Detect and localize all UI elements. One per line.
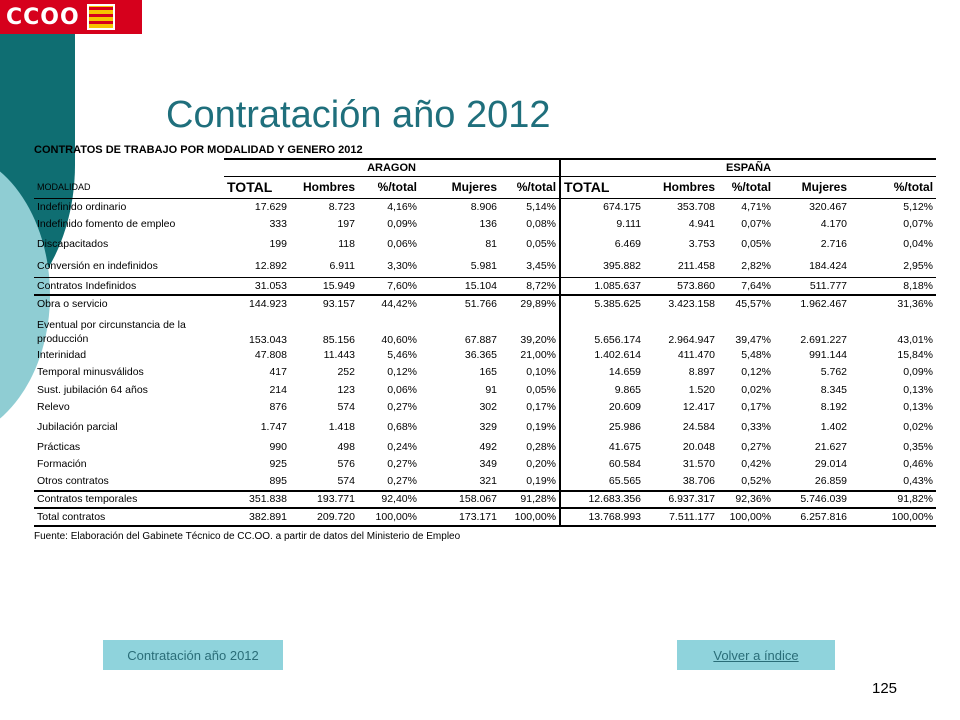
- table-cell: 0,27%: [387, 401, 417, 414]
- table-cell: 47.808: [254, 348, 287, 361]
- table-cell: 14.659: [560, 364, 644, 382]
- column-header: %/total: [358, 176, 420, 198]
- table-cell: 8,72%: [500, 277, 560, 295]
- row-label: Eventual por circunstancia de la producción: [37, 319, 186, 345]
- table-cell: 0,17%: [741, 401, 772, 414]
- table-body: [34, 198, 936, 526]
- table-cell: 895: [269, 475, 287, 488]
- table-cell: 100,00%: [358, 508, 420, 526]
- table-cell: 51.766: [420, 295, 500, 313]
- row-label: Contratos Indefinidos: [34, 277, 224, 295]
- table-cell: 38.706: [682, 475, 716, 488]
- table-cell: 118: [338, 238, 355, 250]
- table-cell: 26.859: [814, 475, 848, 488]
- table-cell: 4,71%: [741, 201, 772, 213]
- current-section-button[interactable]: Contratación año 2012: [103, 640, 283, 670]
- column-header: MODALIDAD: [34, 176, 224, 198]
- table-cell: 3,30%: [387, 259, 417, 272]
- table-cell: 417: [269, 366, 287, 379]
- table-cell: 93.157: [290, 295, 358, 313]
- table-cell: 91,82%: [850, 491, 936, 509]
- table-cell: 165: [479, 366, 497, 379]
- table-cell: 41.675: [560, 438, 644, 456]
- table-cell: 4,16%: [387, 201, 417, 213]
- table-cell: 0,19%: [526, 421, 557, 433]
- source-note: Fuente: Elaboración del Gabinete Técnico de CC.OO. a partir de datos del Ministerio de Empleo: [34, 530, 461, 542]
- ccoo-logo: [0, 0, 142, 34]
- table-cell: 411.470: [677, 348, 716, 361]
- table-cell: 0,02%: [741, 383, 772, 396]
- table-cell: 0,46%: [903, 458, 934, 471]
- table-cell: 40,60%: [381, 334, 417, 346]
- table-cell: 184.424: [809, 259, 848, 272]
- table-cell: 5.746.039: [774, 491, 850, 509]
- table-cell: 21.627: [814, 440, 848, 453]
- table-cell: 123: [337, 383, 355, 396]
- table-cell: 0,12%: [741, 366, 772, 379]
- table-cell: 492: [479, 440, 497, 453]
- table-cell: 7,60%: [358, 277, 420, 295]
- table-cell: 990: [269, 440, 287, 453]
- row-label: Discapacitados: [37, 238, 109, 250]
- table-row: [34, 508, 936, 526]
- table-cell: 8.906: [470, 201, 497, 213]
- table-cell: 45,57%: [718, 295, 774, 313]
- table-cell: 0,27%: [387, 458, 417, 471]
- table-cell: 100,00%: [718, 508, 774, 526]
- contracts-table: [34, 158, 936, 527]
- page-number: 125: [872, 680, 898, 697]
- table-cell: 252: [337, 366, 355, 379]
- table-cell: 511.777: [774, 277, 850, 295]
- row-label: Indefinido fomento de empleo: [37, 218, 176, 231]
- table-cell: 29.014: [814, 458, 848, 471]
- row-label: Prácticas: [37, 440, 81, 453]
- table-cell: 197: [337, 218, 355, 231]
- table-row: [34, 216, 936, 234]
- region-espana: ESPAÑA: [560, 159, 936, 176]
- table-cell: 7,64%: [718, 277, 774, 295]
- table-cell: 333: [269, 218, 287, 231]
- table-cell: 3,45%: [526, 259, 557, 272]
- table-cell: 9.111: [560, 216, 644, 234]
- table-cell: 0,09%: [387, 218, 417, 231]
- table-row: [34, 364, 936, 382]
- table-cell: 8.192: [820, 401, 848, 414]
- table-cell: 8.897: [688, 366, 716, 379]
- table-cell: 876: [269, 401, 287, 414]
- table-cell: 5,12%: [903, 201, 934, 213]
- table-cell: 65.565: [560, 473, 644, 491]
- table-cell: 15.104: [420, 277, 500, 295]
- table-cell: 100,00%: [850, 508, 936, 526]
- column-header: TOTAL: [560, 176, 644, 198]
- table-cell: 5.656.174: [560, 312, 644, 346]
- table-cell: 31.053: [224, 277, 290, 295]
- table-cell: 9.865: [560, 381, 644, 399]
- table-cell: 11.443: [323, 348, 355, 361]
- table-cell: 573.860: [644, 277, 718, 295]
- table-cell: 39,47%: [735, 334, 772, 346]
- table-cell: 0,05%: [741, 238, 772, 250]
- table-cell: 321: [479, 475, 497, 488]
- table-row: [34, 233, 936, 255]
- table-cell: 193.771: [290, 491, 358, 509]
- table-cell: 0,02%: [903, 421, 934, 433]
- table-cell: 81: [485, 238, 497, 250]
- table-cell: 353.708: [677, 201, 716, 213]
- table-row: [34, 491, 936, 509]
- table-cell: 199: [269, 238, 287, 250]
- table-cell: 6.937.317: [644, 491, 718, 509]
- table-cell: 209.720: [290, 508, 358, 526]
- table-cell: 320.467: [809, 201, 848, 213]
- table-cell: 0,09%: [903, 366, 934, 379]
- column-header: Mujeres: [774, 176, 850, 198]
- table-cell: 574: [337, 401, 355, 414]
- table-cell: 351.838: [224, 491, 290, 509]
- table-cell: 39,20%: [520, 334, 557, 346]
- table-cell: 12.892: [254, 259, 287, 272]
- table-row: [34, 399, 936, 417]
- table-row: [34, 473, 936, 491]
- table-cell: 4.170: [820, 218, 848, 231]
- table-cell: 3.753: [688, 238, 716, 250]
- table-cell: 5,48%: [741, 348, 772, 361]
- table-cell: 1.520: [688, 383, 716, 396]
- table-row: [34, 416, 936, 438]
- logo-text: CCOO: [6, 4, 80, 30]
- row-label: Otros contratos: [37, 475, 109, 488]
- table-cell: 24.584: [682, 421, 716, 433]
- table-cell: 4.941: [688, 218, 716, 231]
- table-cell: 8.345: [820, 383, 848, 396]
- table-cell: 8,18%: [850, 277, 936, 295]
- row-label: Relevo: [37, 401, 70, 414]
- table-cell: 21,00%: [520, 348, 557, 361]
- table-cell: 158.067: [420, 491, 500, 509]
- table-cell: 15,84%: [897, 348, 934, 361]
- table-cell: 3.423.158: [644, 295, 718, 313]
- row-label: Jubilación parcial: [37, 421, 118, 433]
- table-cell: 0,27%: [387, 475, 417, 488]
- table-cell: 8.723: [328, 201, 355, 213]
- table-row: [34, 456, 936, 474]
- table-cell: 5,14%: [526, 201, 557, 213]
- column-header: Hombres: [290, 176, 358, 198]
- table-cell: 91: [485, 383, 497, 396]
- table-cell: 0,05%: [526, 383, 557, 396]
- column-header: %/total: [850, 176, 936, 198]
- table-cell: 20.048: [682, 440, 716, 453]
- table-cell: 1.747: [260, 421, 287, 433]
- table-cell: 20.609: [560, 399, 644, 417]
- table-cell: 0,35%: [903, 440, 934, 453]
- table-row: [34, 255, 936, 277]
- table-cell: 349: [479, 458, 497, 471]
- table-cell: 214: [269, 383, 287, 396]
- table-row: [34, 346, 936, 364]
- table-cell: 0,42%: [741, 458, 772, 471]
- table-cell: 2,82%: [741, 259, 772, 272]
- table-cell: 0,17%: [526, 401, 557, 414]
- column-header: %/total: [718, 176, 774, 198]
- table-row: [34, 312, 936, 346]
- table-cell: 925: [269, 458, 287, 471]
- row-label: Obra o servicio: [34, 295, 224, 313]
- table-cell: 0,13%: [903, 401, 934, 414]
- table-cell: 576: [337, 458, 355, 471]
- table-cell: 5.981: [470, 259, 497, 272]
- table-row: [34, 198, 936, 216]
- table-cell: 0,68%: [387, 421, 417, 433]
- table-cell: 7.511.177: [644, 508, 718, 526]
- column-header: Mujeres: [420, 176, 500, 198]
- table-cell: 2.691.227: [800, 334, 848, 346]
- table-cell: 991.144: [809, 348, 848, 361]
- table-cell: 1.962.467: [774, 295, 850, 313]
- row-label: Conversión en indefinidos: [37, 259, 158, 272]
- table-cell: 173.171: [420, 508, 500, 526]
- table-cell: 6.911: [329, 259, 355, 272]
- table-cell: 0,20%: [526, 458, 557, 471]
- table-cell: 0,33%: [741, 421, 772, 433]
- table-cell: 144.923: [224, 295, 290, 313]
- column-header: Hombres: [644, 176, 718, 198]
- table-cell: 395.882: [560, 255, 644, 277]
- table-cell: 0,28%: [526, 440, 557, 453]
- table-cell: 0,43%: [903, 475, 934, 488]
- table-cell: 1.402: [820, 421, 848, 433]
- table-cell: 0,13%: [903, 383, 934, 396]
- table-cell: 67.887: [464, 334, 497, 346]
- table-cell: 0,06%: [387, 383, 417, 396]
- table-cell: 1.402.614: [560, 346, 644, 364]
- table-cell: 15.949: [290, 277, 358, 295]
- table-cell: 13.768.993: [560, 508, 644, 526]
- table-cell: 100,00%: [500, 508, 560, 526]
- row-label: Contratos temporales: [34, 491, 224, 509]
- table-cell: 153.043: [249, 334, 287, 346]
- table-cell: 2,95%: [903, 259, 934, 272]
- table-cell: 29,89%: [500, 295, 560, 313]
- table-cell: 5,46%: [387, 348, 417, 361]
- table-row: [34, 295, 936, 313]
- region-header-row: [34, 159, 936, 176]
- table-cell: 1.418: [328, 421, 355, 433]
- table-cell: 5.385.625: [560, 295, 644, 313]
- table-cell: 43,01%: [897, 334, 934, 346]
- table-cell: 25.986: [560, 416, 644, 438]
- table-row: [34, 381, 936, 399]
- table-cell: 0,10%: [526, 366, 557, 379]
- aragon-flag-icon: [87, 4, 115, 30]
- column-header: %/total: [500, 176, 560, 198]
- table-cell: 1.085.637: [560, 277, 644, 295]
- table-cell: 0,05%: [526, 238, 557, 250]
- table-cell: 0,19%: [526, 475, 557, 488]
- table-cell: 36.365: [464, 348, 497, 361]
- table-cell: 6.469: [560, 233, 644, 255]
- row-label: Formación: [37, 458, 87, 471]
- table-cell: 329: [479, 421, 497, 433]
- table-cell: 44,42%: [358, 295, 420, 313]
- table-cell: 0,12%: [387, 366, 417, 379]
- table-cell: 12.683.356: [560, 491, 644, 509]
- row-label: Total contratos: [34, 508, 224, 526]
- contracts-table-container: [34, 144, 936, 542]
- table-cell: 0,07%: [741, 218, 772, 231]
- table-cell: 0,24%: [387, 440, 417, 453]
- table-title: CONTRATOS DE TRABAJO POR MODALIDAD Y GENERO 2012: [34, 144, 363, 156]
- table-cell: 31,36%: [850, 295, 936, 313]
- table-cell: 12.417: [682, 401, 716, 414]
- table-cell: 2.716: [820, 238, 848, 250]
- table-cell: 0,07%: [903, 218, 934, 231]
- row-label: Temporal minusválidos: [37, 366, 144, 379]
- table-cell: 6.257.816: [774, 508, 850, 526]
- table-cell: 382.891: [224, 508, 290, 526]
- table-cell: 574: [337, 475, 355, 488]
- table-row: [34, 438, 936, 456]
- table-cell: 92,36%: [718, 491, 774, 509]
- table-cell: 498: [337, 440, 355, 453]
- table-cell: 0,27%: [741, 440, 772, 453]
- table-cell: 0,06%: [387, 238, 417, 250]
- table-cell: 0,52%: [741, 475, 772, 488]
- table-row: [34, 277, 936, 295]
- table-cell: 60.584: [560, 456, 644, 474]
- table-cell: 5.762: [820, 366, 848, 379]
- row-label: Sust. jubilación 64 años: [37, 383, 148, 396]
- table-cell: 674.175: [560, 198, 644, 216]
- table-cell: 17.629: [254, 201, 287, 213]
- table-cell: 302: [479, 401, 497, 414]
- table-cell: 2.964.947: [668, 334, 716, 346]
- table-cell: 91,28%: [500, 491, 560, 509]
- table-cell: 85.156: [322, 334, 355, 346]
- table-cell: 0,04%: [903, 238, 934, 250]
- column-header: TOTAL: [224, 176, 290, 198]
- table-cell: 31.570: [682, 458, 716, 471]
- back-to-index-link[interactable]: Volver a índice: [677, 640, 835, 670]
- region-aragon: ARAGON: [224, 159, 560, 176]
- table-cell: 211.458: [677, 259, 716, 272]
- page-title: Contratación año 2012: [166, 94, 551, 136]
- row-label: Interinidad: [37, 348, 87, 361]
- table-cell: 136: [479, 218, 497, 231]
- column-header-row: [34, 176, 936, 198]
- row-label: Indefinido ordinario: [37, 201, 127, 213]
- table-cell: 92,40%: [358, 491, 420, 509]
- table-cell: 0,08%: [526, 218, 557, 231]
